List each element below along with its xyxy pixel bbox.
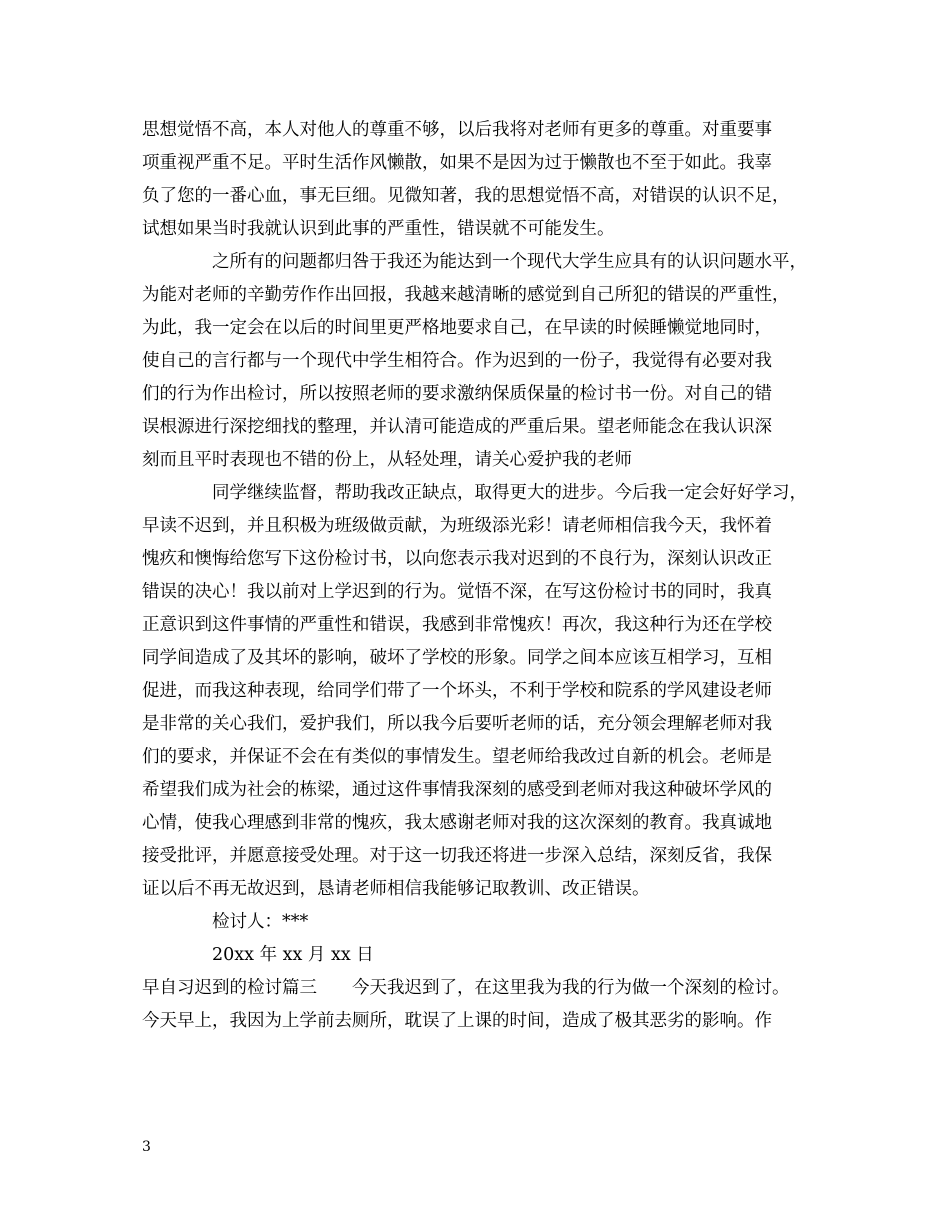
document-body [142, 114, 828, 1038]
text-line: 同学间造成了及其坏的影响，破坏了学校的形象。同学之间本应该互相学习，互相 [142, 648, 772, 668]
text-line: 希望我们成为社会的栋梁，通过这件事情我深刻的感受到老师对我这种破坏学风的 [142, 780, 772, 800]
text-line: 促进，而我这种表现，给同学们带了一个坏头，不利于学校和院系的学风建设老师 [142, 681, 772, 701]
text-line: 检讨人：*** [212, 912, 309, 932]
text-line: 同学继续监督，帮助我改正缺点，取得更大的进步。今后我一定会好好学习， [212, 483, 807, 503]
text-line: 是非常的关心我们，爱护我们，所以我今后要听老师的话，充分领会理解老师对我 [142, 714, 772, 734]
text-line: 接受批评，并愿意接受处理。对于这一切我还将进一步深入总结，深刻反省，我保 [142, 846, 772, 866]
text-line: 之所有的问题都归咎于我还为能达到一个现代大学生应具有的认识问题水平， [212, 252, 807, 272]
paragraph [142, 246, 828, 477]
text-line: 们的要求，并保证不会在有类似的事情发生。望老师给我改过自新的机会。老师是 [142, 747, 772, 767]
text-line: 使自己的言行都与一个现代中学生相符合。作为迟到的一份子，我觉得有必要对我 [142, 351, 772, 371]
paragraph [142, 477, 828, 906]
paragraph [142, 939, 828, 972]
text-line: 们的行为作出检讨，所以按照老师的要求激纳保质保量的检讨书一份。对自己的错 [142, 384, 772, 404]
text-line: 今天早上，我因为上学前去厕所，耽误了上课的时间，造成了极其恶劣的影响。作 [142, 1011, 772, 1031]
text-line: 早读不迟到，并且积极为班级做贡献，为班级添光彩！请老师相信我今天，我怀着 [142, 516, 772, 536]
text-line: 愧疚和懊悔给您写下这份检讨书，以向您表示我对迟到的不良行为，深刻认识改正 [142, 549, 772, 569]
text-line: 证以后不再无故迟到，恳请老师相信我能够记取教训、改正错误。 [142, 879, 650, 899]
text-line: 负了您的一番心血，事无巨细。见微知著，我的思想觉悟不高，对错误的认识不足， [142, 186, 790, 206]
page-number: 3 [142, 1139, 151, 1155]
paragraph [142, 906, 828, 939]
text-line: 试想如果当时我就认识到此事的严重性，错误就不可能发生。 [142, 219, 615, 239]
text-line: 误根源进行深挖细找的整理，并认清可能造成的严重后果。望老师能念在我认识深 [142, 417, 772, 437]
text-line: 正意识到这件事情的严重性和错误，我感到非常愧疚！再次，我这种行为还在学校 [142, 615, 772, 635]
paragraph [142, 114, 828, 246]
text-line: 项重视严重不足。平时生活作风懒散，如果不是因为过于懒散也不至于如此。我辜 [142, 153, 772, 173]
text-line: 思想觉悟不高，本人对他人的尊重不够，以后我将对老师有更多的尊重。对重要事 [142, 120, 772, 140]
text-line: 早自习迟到的检讨篇三 今天我迟到了，在这里我为我的行为做一个深刻的检讨。 [142, 978, 790, 998]
text-line: 刻而且平时表现也不错的份上，从轻处理，请关心爱护我的老师 [142, 450, 632, 470]
text-line: 为能对老师的辛勤劳作作出回报，我越来越清晰的感觉到自己所犯的错误的严重性， [142, 285, 790, 305]
text-line: 20xx 年 xx 月 xx 日 [212, 945, 374, 965]
text-line: 错误的决心！我以前对上学迟到的行为。觉悟不深，在写这份检讨书的同时，我真 [142, 582, 772, 602]
text-line: 为此，我一定会在以后的时间里更严格地要求自己，在早读的时候睡懒觉地同时， [142, 318, 772, 338]
paragraph [142, 972, 828, 1038]
text-line: 心情，使我心理感到非常的愧疚，我太感谢老师对我的这次深刻的教育。我真诚地 [142, 813, 772, 833]
